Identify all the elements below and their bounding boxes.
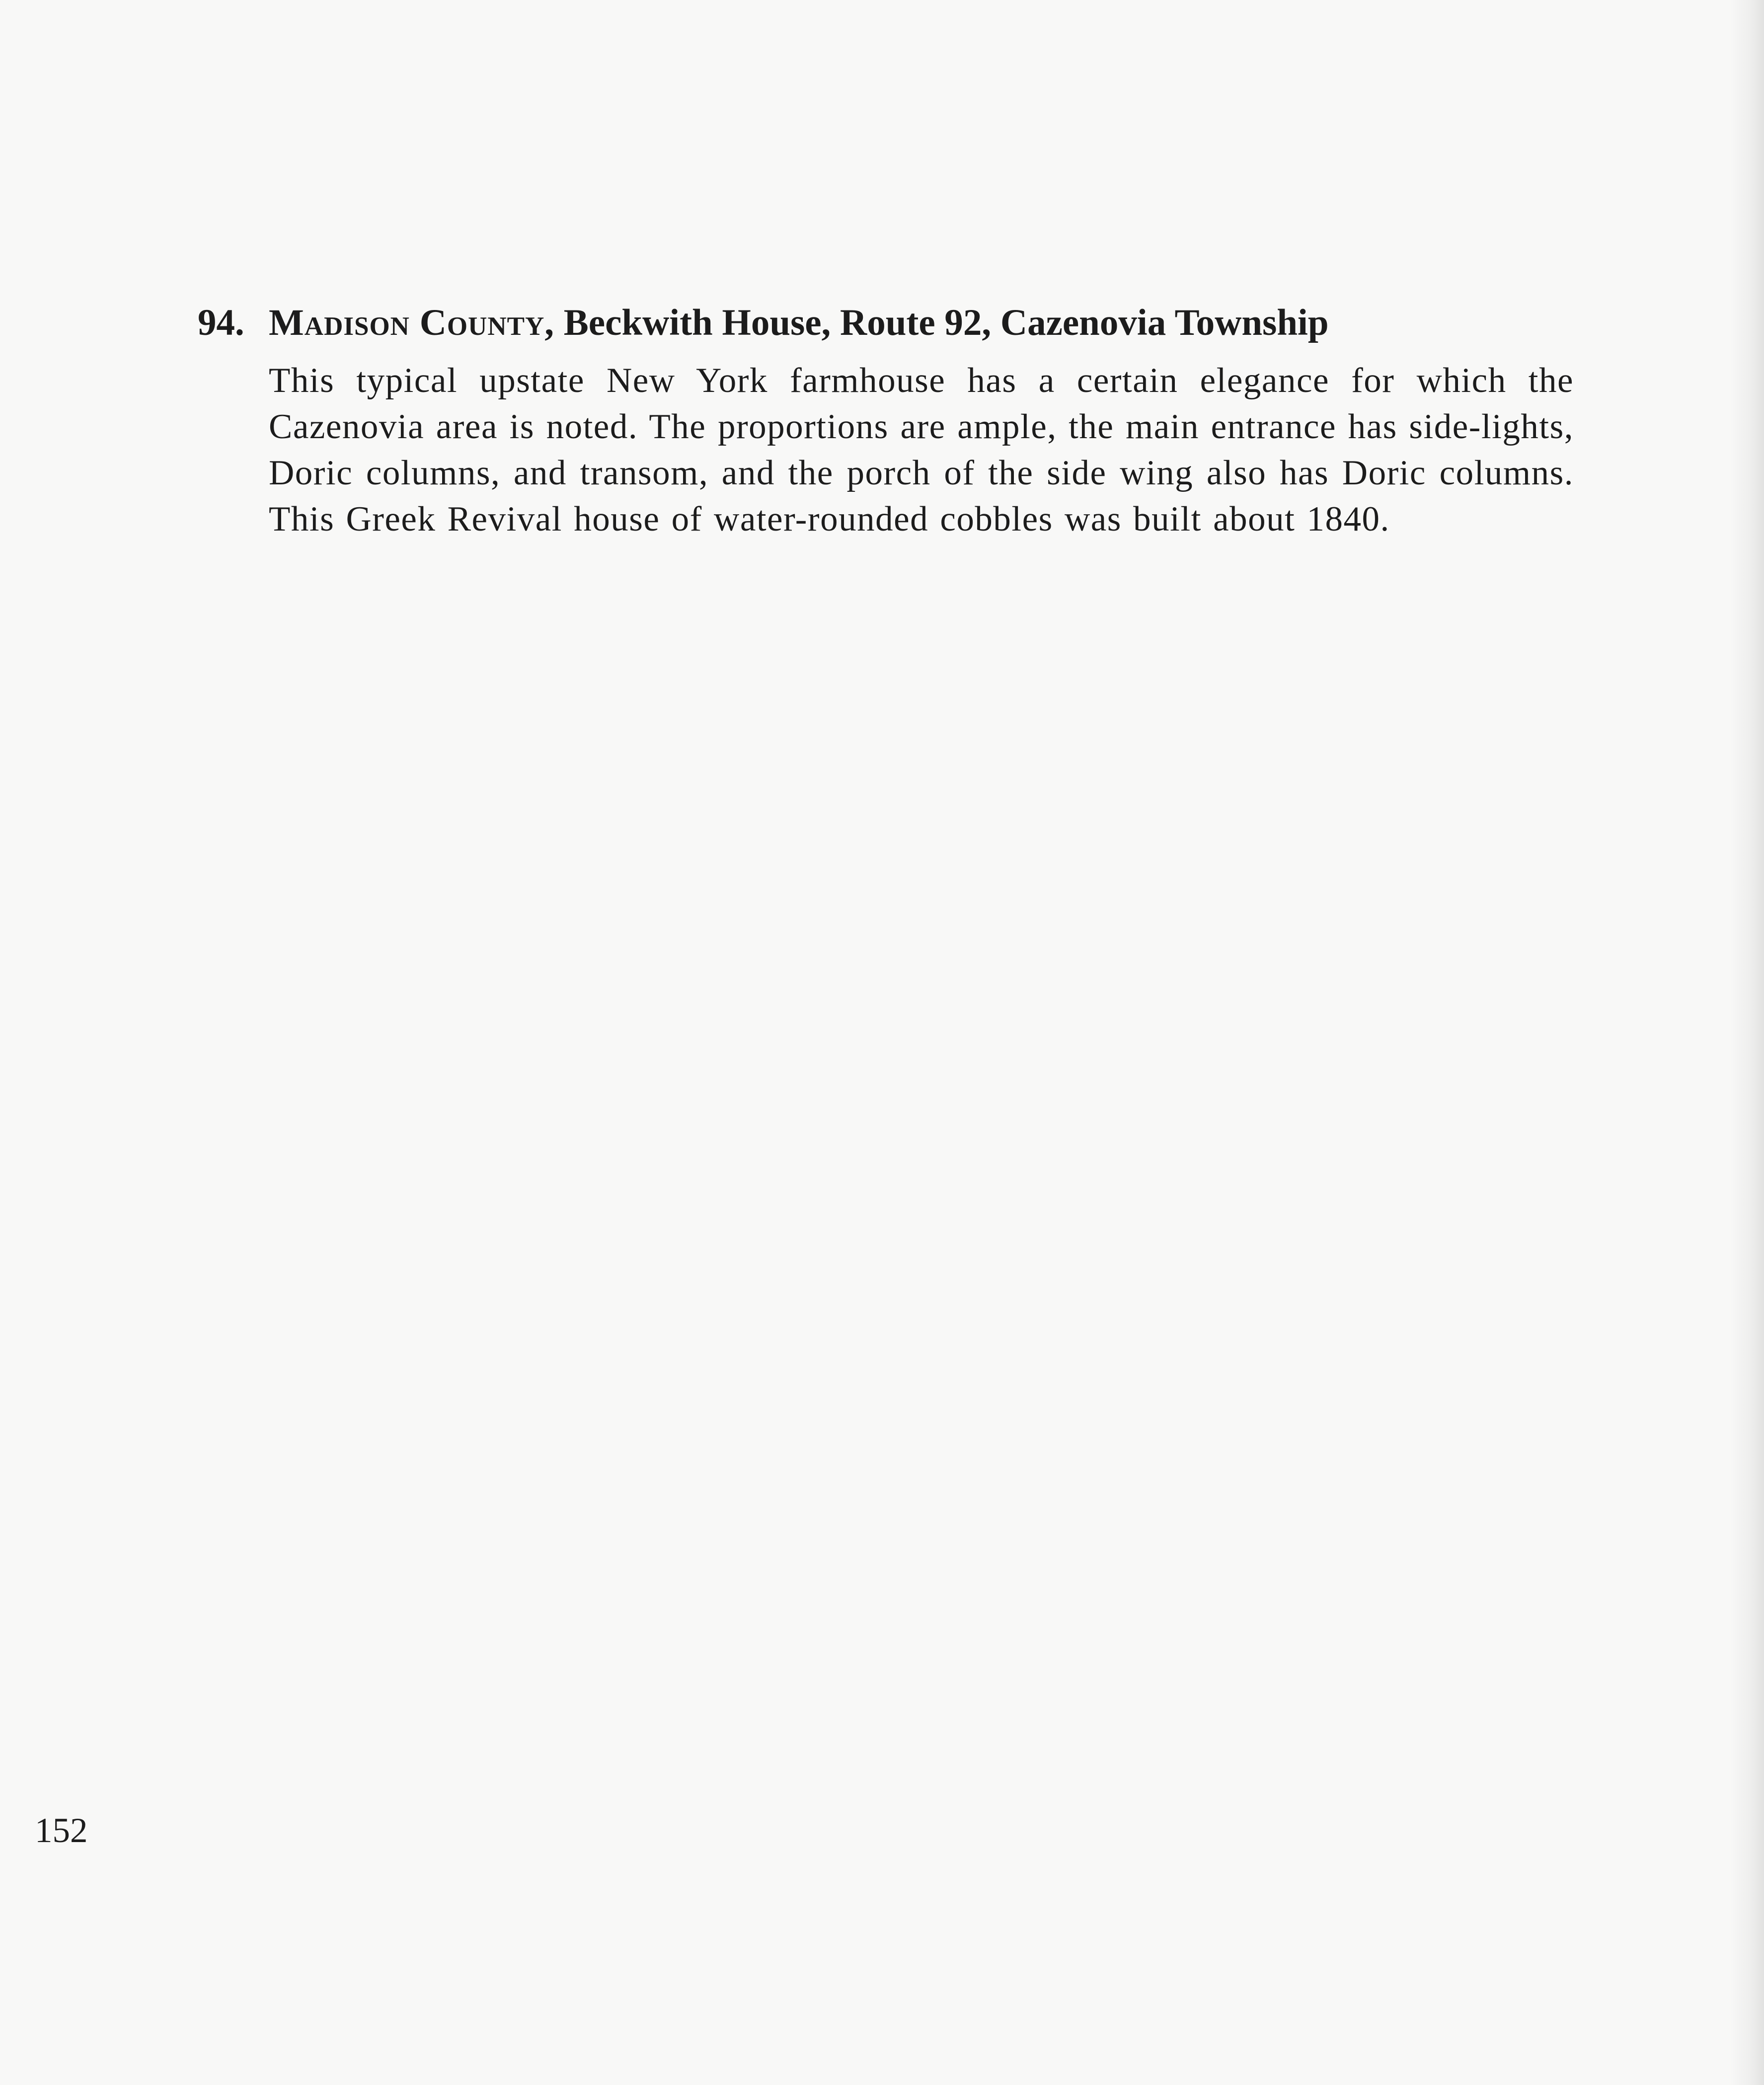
entry-title: Beckwith House, Route 92, Cazenovia Township <box>563 302 1329 343</box>
entry-description: This typical upstate New York farmhouse has a certain elegance for which the Cazenovia area is noted. The proportions are ample, the main entrance has side-lights, Doric columns, and transom, and the porch of the side wing also has Doric columns. This Greek Revival house of water-rounded cobbles was built about 1840. <box>269 361 1574 539</box>
entry-heading <box>198 298 1574 348</box>
entry-county: Madison County, <box>269 302 555 343</box>
catalog-entry <box>198 298 1574 542</box>
page-edge-shadow <box>1729 0 1764 2085</box>
page-number: 152 <box>35 1811 88 1850</box>
entry-number: 94. <box>198 302 244 343</box>
